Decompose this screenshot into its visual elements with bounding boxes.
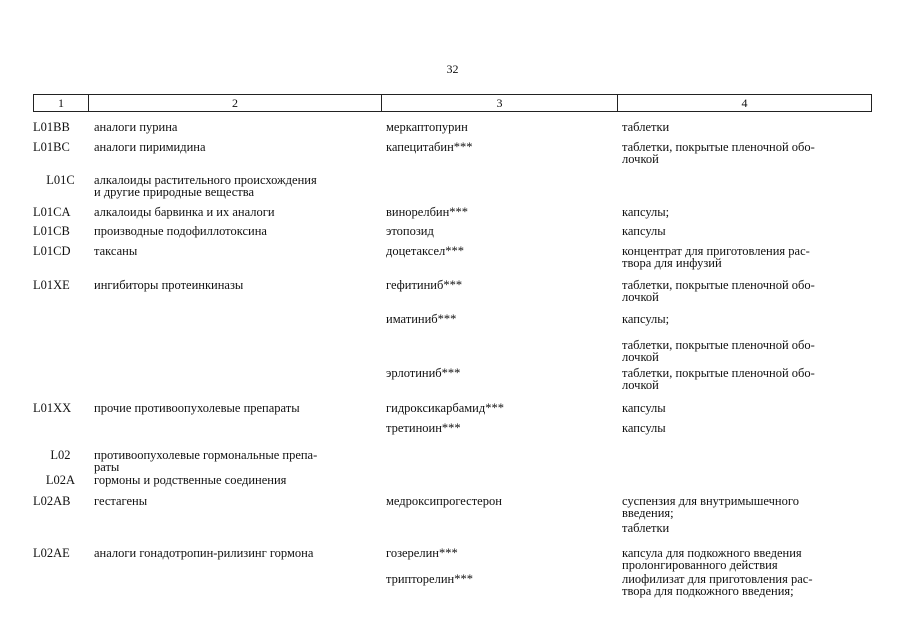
row-name: алкалоиды растительного происхождения и другие природные вещества [94,173,317,199]
row-drug: трипторелин*** [386,572,473,586]
row-drug: гефитиниб*** [386,278,463,292]
row-name: гестагены [94,494,148,508]
table-header [33,94,872,112]
row-code: L01BC [33,140,70,154]
row-form: капсулы [622,421,666,435]
row-name: прочие противоопухолевые препараты [94,401,300,415]
row-code: L02A [45,473,76,487]
row-code: L01CB [33,224,70,238]
row-drug: гозерелин*** [386,546,458,560]
row-name: таксаны [94,244,138,258]
row-name: аналоги гонадотропин-рилизинг гормона [94,546,314,560]
column-header-2: 2 [89,95,382,111]
column-header-1: 1 [34,95,89,111]
row-form: таблетки [622,521,670,535]
row-drug: гидроксикарбамид*** [386,401,504,415]
row-name: противоопухолевые гормональные препа- раты [94,448,318,474]
row-code: L01CA [33,205,71,219]
row-drug: иматиниб*** [386,312,457,326]
row-code: L02AB [33,494,71,508]
row-form: таблетки, покрытые пленочной обо- лочкой [622,140,815,166]
page-number: 32 [446,62,459,76]
row-code: L01XE [33,278,70,292]
row-form: таблетки, покрытые пленочной обо- лочкой [622,338,815,364]
row-drug: винорелбин*** [386,205,469,219]
row-drug: меркаптопурин [386,120,468,134]
row-form: лиофилизат для приготовления рас- твора для подкожного введения; [622,572,813,598]
row-name: аналоги пурина [94,120,178,134]
row-name: производные подофиллотоксина [94,224,267,238]
row-code: L01BB [33,120,70,134]
row-form: капсулы [622,401,666,415]
row-form: капсулы [622,224,666,238]
row-form: капсулы; [622,312,670,326]
row-code: L02 [50,448,71,462]
column-header-4: 4 [741,96,748,110]
row-code: L01CD [33,244,71,258]
row-form: таблетки [622,120,670,134]
row-code: L01XX [33,401,72,415]
row-name: аналоги пиримидина [94,140,206,154]
row-name: алкалоиды барвинка и их аналоги [94,205,275,219]
row-drug: доцетаксел*** [386,244,465,258]
row-drug: третиноин*** [386,421,461,435]
row-form: капсулы; [622,205,670,219]
row-name: гормоны и родственные соединения [94,473,287,487]
row-form: суспензия для внутримышечного введения; [622,494,799,520]
column-header-3: 3 [382,95,618,111]
row-form: концентрат для приготовления рас- твора для инфузий [622,244,810,270]
row-form: капсула для подкожного введения пролонгированного действия [622,546,802,572]
row-code: L02AE [33,546,70,560]
row-drug: этопозид [386,224,434,238]
row-drug: капецитабин*** [386,140,473,154]
row-form: таблетки, покрытые пленочной обо- лочкой [622,366,815,392]
row-form: таблетки, покрытые пленочной обо- лочкой [622,278,815,304]
row-drug: эрлотиниб*** [386,366,461,380]
row-drug: медроксипрогестерон [386,494,502,508]
row-name: ингибиторы протеинкиназы [94,278,244,292]
row-code: L01C [46,173,75,187]
